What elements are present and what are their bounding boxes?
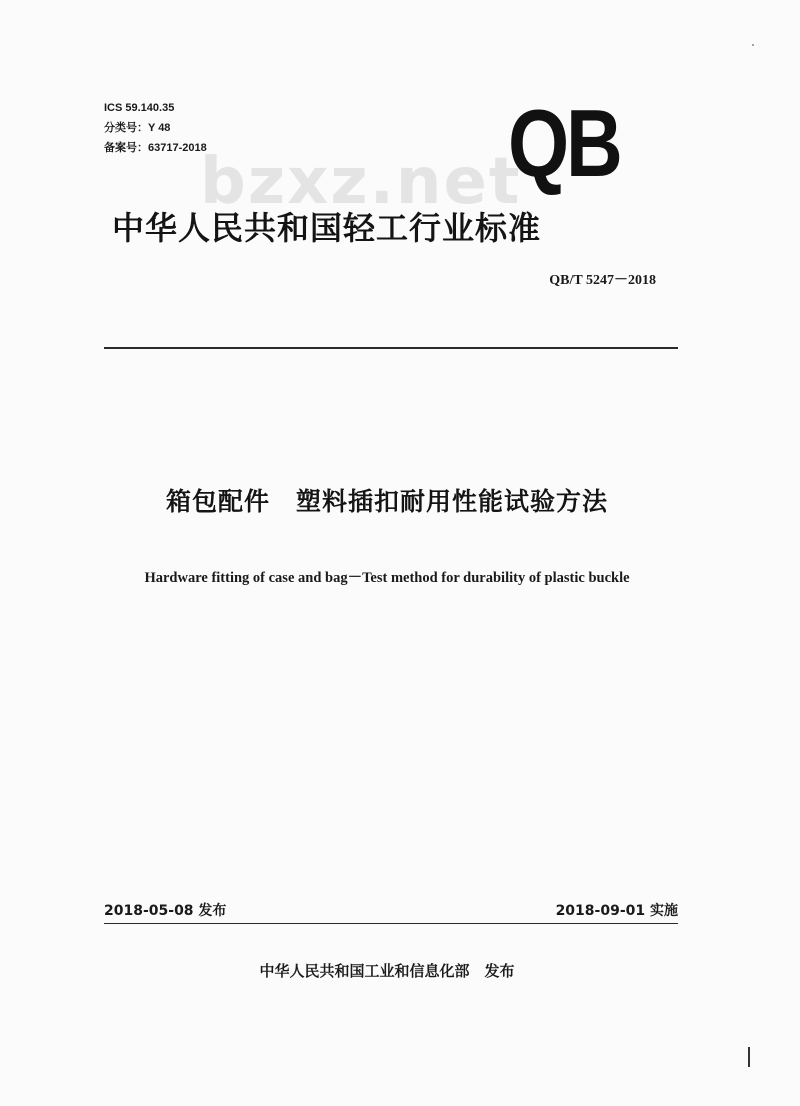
classification-number: 分类号：Y 48	[104, 122, 171, 134]
ics-code: ICS 59.140.35	[104, 102, 175, 114]
site-watermark: bzxz.net	[200, 145, 522, 219]
document-title-chinese: 箱包配件 塑料插扣耐用性能试验方法	[165, 487, 608, 516]
standard-category-title: 中华人民共和国轻工行业标准	[112, 209, 542, 247]
document-title-english: Hardware fitting of case and bag－Test method for durability of plastic buckle	[144, 570, 630, 586]
scan-edge-mark	[748, 1047, 750, 1067]
record-number: 备案号：63717-2018	[104, 142, 207, 154]
publish-date: 2018-05-08 发布	[104, 903, 227, 919]
scan-speck	[752, 44, 754, 46]
header-divider	[104, 347, 678, 349]
standard-number: QB/T 5247－2018	[549, 273, 656, 288]
issuing-authority: 中华人民共和国工业和信息化部 发布	[259, 962, 515, 980]
qb-logo: QB	[508, 90, 620, 197]
footer-divider	[104, 923, 678, 924]
implementation-date: 2018-09-01 实施	[555, 903, 678, 919]
